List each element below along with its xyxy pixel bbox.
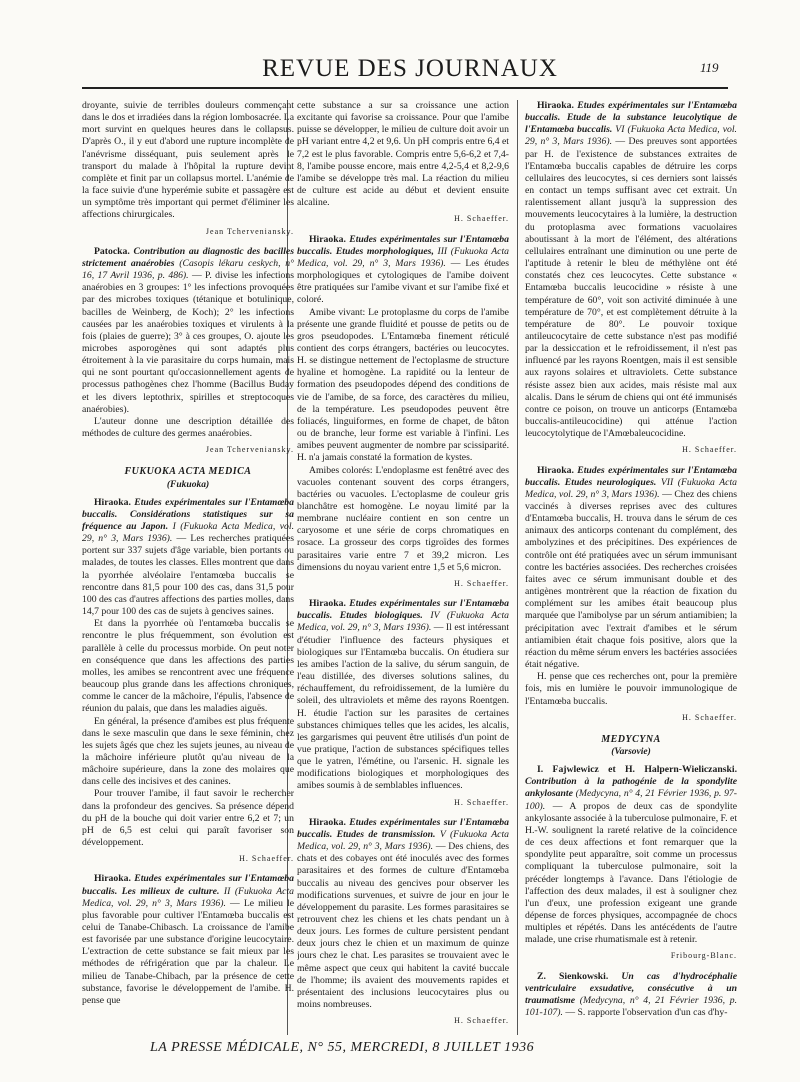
- column-1: [82, 100, 294, 1035]
- article-author: Hiraoka.: [537, 464, 574, 476]
- signature: Jean Tcherveniansky.: [205, 445, 294, 455]
- article-source: (Medycyna, n° 4, 21 Février 1936, p. 101-107).: [525, 994, 737, 1019]
- article-author: Hiraoka.: [94, 873, 131, 885]
- article-author: Hiraoka.: [309, 233, 346, 245]
- section-subtitle: (Varsovie): [611, 746, 651, 757]
- article-title: Etudes expérimentales sur l'Entamœba buccalis. Etudes de transmission.: [297, 816, 509, 840]
- article-title: Un cas d'hydrocéphalie ventriculaire exsudative, consécutive à un traumatisme: [525, 970, 737, 1006]
- continued-text: droyante, suivie de terribles douleurs commençant dans le dos et irradiées dans la région lombosacrée. La mort survint en quelques heures dans le collapsus. D'après O., il y eut d'abord une rupture incomplète de l'anévrisme disséquant, puis seulement après le transport du malade à l'hôpital la rupture devint complète et finit par un collapsus mortel. L'anémie de la face suivie d'une hyperémie subite et passagère est un symptôme très important qui permet d'éliminer les affections chirurgicales.: [82, 100, 294, 221]
- signature: H. Schaeffer.: [239, 854, 294, 864]
- article-title: Etudes expérimentales sur l'Entamœba buccalis. Etudes morphologiques,: [297, 233, 509, 257]
- article-body: — P. divise les infections anaérobies en 3 groupes: 1° les infections provoquées par des microbes toxiques (tétanique et botulinique, bacilles de Weinberg, de Koch); 2° les infections causées par les anaérobies toxiques et virulents à la fois (plaies de guerre); 3° à ces groupes, O. ajoute les microbes asporogènes qui sont adaptés plus étroitement à la vie parasitaire du corps humain, mais qui ne sont pourtant qu'occasionnellement agents de processus pathogènes chez l'homme (Bacillus Buday et les divers leptothrix, spirilles et streptocoques anaérobies).: [82, 270, 294, 415]
- article-source: VII (Fukuoka Acta Medica, vol. 29, n° 3, Mars 1936).: [525, 476, 737, 500]
- signature: Fribourg-Blanc.: [670, 951, 737, 961]
- article-hiraoka-4: [297, 598, 509, 793]
- continued-text: cette substance a sur sa croissance une action excitante qui favorise sa croissance. Pour que l'amibe puisse se développer, le milieu de culture doit avoir un pH variant entre 4,2 et 9,6. Un pH compris entre 6,4 et 7,2 est le plus favorable. Compris entre 5,6-6,2 et 7,4-8, l'amibe pousse encore, mais entre 4,2-5,4 et 8,2-9,6 l'amibe se développe très mal. La réaction du milieu de culture est acide au début et devient ensuite alcaline.: [297, 100, 509, 209]
- article-paragraph: Amibes colorés: L'endoplasme est fenêtré avec des vacuoles contenant souvent des corps étrangers, bactéries ou vacuoles. L'ectoplasme de couleur gris blanchâtre est homogène. Le noyau limité par la membrane nucléaire contient en son centre un caryosome et une série de corps chromatiques en rosace. La grosseur des corps tigroïdes des formes parasitaires varie entre 7 et 39,2 micron. Les dimensions du noyau varient entre 1,5 et 5,6 micron.: [297, 464, 509, 573]
- article-fajwlewicz: [525, 764, 737, 946]
- signature: H. Schaeffer.: [682, 712, 737, 722]
- article-source: IV (Fukuoka Acta Medica, vol. 29, n° 3, Mars 1936).: [297, 610, 509, 634]
- article-author: Hiraoka.: [309, 816, 346, 828]
- article-source: VI (Fukuoka Acta Medica, vol. 29, n° 3, Mars 1936).: [525, 124, 737, 148]
- article-hiraoka-1: [82, 497, 294, 850]
- article-text: [525, 100, 737, 440]
- column-2: [297, 100, 509, 1035]
- article-author: Patocka.: [94, 245, 130, 257]
- article-text: [525, 465, 737, 672]
- section-subtitle: (Fukuoka): [166, 479, 210, 490]
- article-title: Contribution au diagnostic des bacilles strictement anaérobies: [82, 245, 294, 269]
- article-hiraoka-3: [297, 234, 509, 574]
- article-source: V (Fukuoka Acta Medica, vol. 29, n° 3, Mars 1936).: [297, 828, 509, 853]
- article-body: — S. rapporte l'observation d'un cas d'hy-: [565, 1007, 728, 1019]
- article-body: — Il est intéressant d'étudier l'influence des facteurs physiques et biologiques sur l'Entamœba buccalis. On étudiera sur les amibes l'action de la salive, du sérum sanguin, de l'eau distillée, des diverses solutions salines, du réchauffement, du refroidissement, de la lumière du soleil, des ultraviolets et même des rayons Roentgen. H. étudie l'action sur les parasites de certaines substances chimiques telles que les acides, les alcalis, les gargarismes qui peuvent être utilisés d'un point de vue pratique, l'action de substances spécifiques telles que le yatren, l'émétine, ou l'arsenic. H. signale les modifications biologiques et morphologiques des amibes soumis à de semblables influences.: [297, 622, 509, 792]
- article-sienkowski: [525, 971, 737, 1020]
- section-title: MEDYCYNA: [601, 733, 661, 745]
- signature: H. Schaeffer.: [454, 578, 509, 588]
- section-title: FUKUOKA ACTA MEDICA: [124, 466, 252, 478]
- article-body: — Des chiens, des chats et des cobayes ont été inoculés avec des formes parasitaires et des formes de culture d'Entamœba buccalis au niveau des gencives pour observer les modifications survenues, et suivre de jour en jour le développement du parasite. Les formes parasitaires se retrouvent chez les chiens et les chats pendant un à deux jours. Les formes de culture persistent pendant deux jours chez le chien et un maximum de quinze jours chez le chat. Les parasites se trouvaient avec le même aspect que ceux qui habitent la cavité buccale de l'homme; ils avaient des mouvements rapides et présentaient des inclusions leucocytaires plus ou moins nombreuses.: [297, 841, 509, 1011]
- article-title: Etudes expérimentales sur l'Entamœba buccalis. Etudes biologiques.: [297, 598, 509, 622]
- article-body: — Les recherches pratiquées portent sur 337 sujets d'âge variable, bien portants ou malades, de toutes les classes. Elles montrent que dans la pyorrhée alvéolaire l'entamœba buccalis se rencontre dans 81,5 pour 100 des cas, dans 31,5 pour 100 des cas d'autres affections des parties molles, dans 14,7 pour 100 des cas de sujets à gencives saines.: [82, 533, 294, 618]
- article-paragraph: En général, la présence d'amibes est plus fréquente dans le sexe masculin que dans le sexe féminin, chez les sujets âgés que chez les sujets jeunes, au niveau de la mâchoire inférieure plutôt qu'au niveau de la mâchoire supérieure, dans la zone des molaires que dans celle des incisives et des canines.: [82, 715, 294, 788]
- article-paragraph: L'auteur donne une description détaillée des méthodes de culture des germes anaérobies.: [82, 415, 294, 440]
- article-paragraph: H. pense que ces recherches ont, pour la première fois, mis en lumière le pouvoir immunologique de l'Entamœba buccalis.: [525, 671, 737, 707]
- article-paragraph: Pour trouver l'amibe, il faut savoir le rechercher dans la profondeur des gencives. Sa présence dépend du pH de la bouche qui doit varier entre 6,2 et 7; un pH de 6,5 est celui qui paraît favoriser son développement.: [82, 788, 294, 849]
- article-text: [297, 598, 509, 793]
- article-title: Etudes expérimentales sur l'Entamœba buccalis. Etudes neurologiques.: [525, 464, 737, 488]
- article-text: [525, 971, 737, 1020]
- article-text: [297, 234, 509, 307]
- article-text: [82, 497, 294, 619]
- column-divider: [517, 100, 518, 1035]
- signature: H. Schaeffer.: [454, 797, 509, 807]
- signature: H. Schaeffer.: [682, 445, 737, 455]
- page-number: 119: [700, 60, 719, 75]
- article-text: [525, 764, 737, 946]
- article-author: Z. Sienkowski.: [537, 970, 609, 982]
- article-text: [82, 873, 294, 1007]
- article-text: [82, 246, 294, 416]
- article-body: — A propos de deux cas de spondylite ankylosante associée à la tuberculose pulmonaire, F. et H.-W. soulignent la rareté relative de la coïncidence de ces deux affections et font remarquer que la spondylite peut apparaître, soit comme un processus compliquant la tuberculose pulmonaire, soit la précéder longtemps à l'avance. Dans l'étiologie de l'affection des deux malades, il est à souligner chez l'un d'eux, une profession exigeant une grande dépense de forces physiques, accompagnée de chocs multiples et répétés. Dans les antécédents de l'autre malade, une crise rhumatismale est à retenir.: [525, 800, 737, 946]
- article-source: (Medycyna, n° 4, 21 Février 1936, p. 97-100).: [525, 788, 737, 812]
- article-source: II (Fukuoka Acta Medica, vol. 29, n° 3, Mars 1936).: [82, 885, 294, 909]
- article-text: [297, 817, 509, 1012]
- page-header-title: REVUE DES JOURNAUX: [262, 55, 558, 82]
- article-title: Etudes expérimentales sur l'Entamœba buccalis. Etude de la substance leucolytique de l'Entamœba buccalis.: [525, 100, 737, 136]
- header-rule: [82, 87, 728, 89]
- article-author: Hiraoka.: [94, 496, 131, 508]
- article-hiraoka-7: [525, 465, 737, 708]
- article-paragraph: Et dans la pyorrhée où l'entamœba buccalis se rencontre le plus fréquemment, son évolution est parallèle à celle du processus morbide. On peut noter en conséquence que dans les affections des parties molles, les amibes se rencontrent avec une fréquence beaucoup plus grande dans les affections chroniques, comme le cancer de la mâchoire, l'épulis, l'absence de réunion du palais, que dans les maladies aiguës.: [82, 618, 294, 715]
- article-body: — Chez des chiens vaccinés à diverses reprises avec des cultures d'Entamœba buccalis, H. trouva dans le sérum de ces animaux des anticorps contenant du complément, des ambolyzines et des précipitines. Des expériences de contrôle ont été pratiquées avec un sérum immunisant contre les bactéries associées. Des recherches croisées faites avec ce sérum immunisant double et des antigènes montrèrent que la réaction de fixation du complément sur les amibes était beaucoup plus marquée que l'amibolyse par un sérum antiamibien; la précipitation avec l'extrait d'amibes et le sérum antiamibien était chaque fois positive, alors que la réaction du même sérum envers les bactéries associées était négative.: [525, 488, 737, 671]
- signature: Jean Tcherveniansky.: [205, 226, 294, 236]
- article-body: — Les études morphologiques et cytologiques de l'amibe doivent être pratiquées sur l'amibe vivant et sur l'amibe fixé et coloré.: [297, 257, 509, 306]
- article-title: Etudes expérimentales sur l'Entamœba buccalis. Considérations statistiques sur sa fréquence au Japon.: [82, 496, 294, 532]
- article-source: I (Fukuoka Acta Medica, vol. 29, n° 3, Mars 1936).: [82, 521, 294, 545]
- article-hiraoka-5: [297, 817, 509, 1012]
- article-source: III (Fukuoka Acta Medica, vol. 29, n° 3, Mars 1936).: [297, 245, 509, 269]
- article-author: I. Fajwlewicz et H. Halpern-Wieliczanski.: [537, 764, 737, 776]
- column-3: [525, 100, 737, 1035]
- article-source: (Casopis lékaru ceskych, n° 16, 17 Avril 1936, p. 486).: [82, 257, 294, 282]
- article-title: Contribution à la pathogénie de la spondylite ankylosante: [525, 776, 737, 800]
- article-hiraoka-6: [525, 100, 737, 440]
- article-hiraoka-2: [82, 873, 294, 1007]
- page-footer: LA PRESSE MÉDICALE, N° 55, MERCREDI, 8 JUILLET 1936: [150, 1040, 535, 1055]
- article-body: — Le milieu le plus favorable pour cultiver l'Entamœba buccalis est celui de Tanabe-Chibasch. La croissance de l'amibe est favorisée par une substance d'origine leucocytaire. L'extraction de cette substance se fait mieux par les méthodes de réfrigération que par la chaleur. Le milieu de Tanabe-Chibach, par la présence de cette substance, favorise le développement de l'amibe. H. pense que: [82, 897, 294, 1006]
- article-paragraph: Amibe vivant: Le protoplasme du corps de l'amibe présente une grande fluidité et pousse de petits ou de gros pseudopodes. L'Entamœba finement réticulé contient des corps étrangers, bactéries ou leucocytes. H. se distingue nettement de l'ectoplasme de structure hyaline et homogène. La rapidité ou la lenteur de formation des pseudopodes dépend des conditions de vie de l'amibe, de sa force, des caractères du milieu, de la température. Les pseudopodes peuvent être foliacés, linguiformes, en forme de chapet, de bâton ou de branche, leur forme est variable à l'infini. Les amibes peuvent augmenter de nombre par scissiparité. H. n'a jamais constaté la formation de kystes.: [297, 306, 509, 464]
- article-author: Hiraoka.: [537, 100, 574, 111]
- signature: H. Schaeffer.: [454, 1016, 509, 1026]
- signature: H. Schaeffer.: [454, 214, 509, 224]
- article-patocka: [82, 246, 294, 441]
- article-author: Hiraoka.: [309, 598, 346, 610]
- article-title: Etudes expérimentales sur l'Entamœba buccalis. Les milieux de culture.: [82, 873, 294, 897]
- article-body: — Des preuves sont apportées par H. de l'existence de substances extraites de l'Entamœba buccalis capables de détruire les corps cellulaires des leucocytes, si ces derniers sont laissés en contact un temps suffisant avec cet extrait. Un ralentissement allant jusqu'à la suppression des mouvements leucocytaires à la lumière, la destruction du protoplasma avec formations vacuolaires aboutissant à la mort de l'élément, des altérations cellulaires entraînant une diminution ou une perte de l'aptitude à retenir le bleu de méthylène ont été constatés chez ces leucocytes. Cette substance « Entamœba buccalis leucocidine » résiste à une température de 60°, voit son activité diminuée à une température de 70°, et est complètement détruite à la température de 80°. Le pouvoir toxique antileucocytaire de cette substance n'est pas modifié par la dessiccation et le refroidissement, il n'est pas influencé par les rayons Roentgen, mais il est sensible aux rayons solaires et ultraviolets. Cette substance résiste assez bien aux acides, mais résiste mal aux alcalis. Dans le sérum de chiens qui ont été immunisés contre ce poison, on trouve un anticorps (Entamœba buccalis-antileucocidine) qui atténue l'action leucocytolytique de l'Amœbaleucocidine.: [525, 136, 737, 440]
